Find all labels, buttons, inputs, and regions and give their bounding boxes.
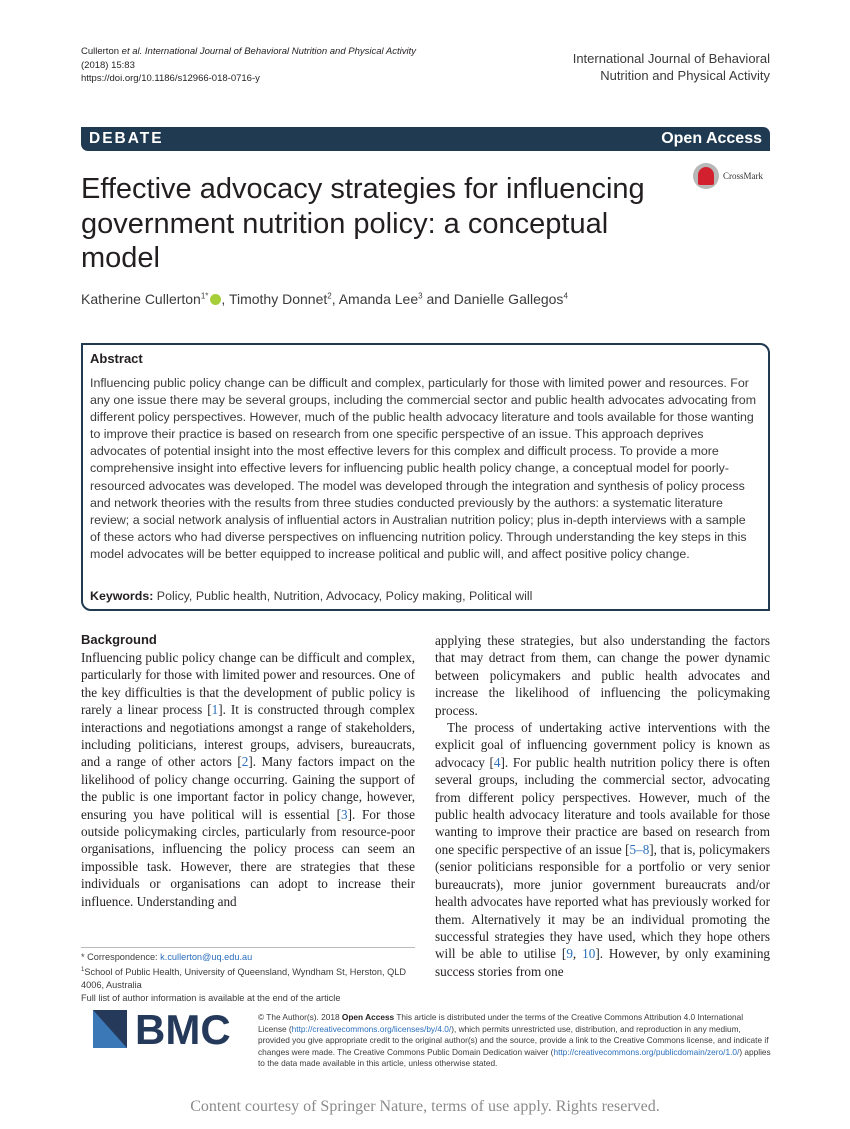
keywords-list: Policy, Public health, Nutrition, Advocacy, Policy making, Political will (153, 589, 533, 603)
license-link[interactable]: http://creativecommons.org/licenses/by/4.0/ (291, 1023, 452, 1034)
article-title: Effective advocacy strategies for influencing government nutrition policy: a conceptual model (81, 173, 645, 274)
reference-link[interactable]: 2 (241, 754, 249, 770)
crossmark-icon (693, 163, 719, 189)
courtesy-watermark: Content courtesy of Springer Nature, terms of use apply. Rights reserved. (190, 1098, 660, 1115)
body-text: ]. It is constructed through complex interactions and negotiations amongst a range of stakeholders, including politicians, interest groups, advisers, bureaucrats, and a range of other actors [ (81, 702, 416, 770)
reference-link[interactable]: 9 (566, 946, 573, 962)
body-paragraph (435, 719, 770, 980)
body-text: Influencing public policy change can be difficult and complex, particularly for those with limited power and resources. One of the key difficulties is that the development of public policy is rarely a linear process [ (81, 650, 415, 718)
body-column-right (435, 632, 770, 980)
bmc-logo (91, 1008, 241, 1052)
public-domain-link[interactable]: http://creativecommons.org/publicdomain/zero/1.0/ (553, 1046, 740, 1057)
journal-name-line1: International Journal of Behavioral (572, 51, 770, 66)
body-text: ]. For public health nutrition policy there is often several groups, including the commercial sector, advocating from different policy perspectives. However, much of the public health advocacy literature and tools available for those wanting to improve their practice are based on research from one specific perspective of an issue [ (435, 754, 770, 857)
author-2-sup: 2 (327, 291, 332, 301)
reference-link[interactable]: 3 (340, 806, 348, 822)
citation-doi[interactable]: https://doi.org/10.1186/s12966-018-0716-y (81, 73, 260, 84)
license-text: ), which permits unrestricted use, distribution, and reproduction in any medium, provided you give appropriate credit to the original author(s) and the source, provide a link to the Creative Commons license, and indicate if changes were made. The Creative Commons Public Domain Dedication waiver ( (258, 1023, 769, 1057)
author-3-sup: 3 (418, 291, 423, 301)
citation-year: (2018) 15:83 (81, 59, 135, 71)
license-text: ) applies to the data made available in this article, unless otherwise stated. (258, 1046, 771, 1068)
orcid-icon[interactable] (210, 294, 221, 305)
journal-name-line2: Nutrition and Physical Activity (600, 67, 770, 83)
keywords (90, 589, 758, 603)
correspondence-label: * Correspondence: (81, 952, 161, 962)
body-text: ]. Many factors impact on the likelihood of policy change occurring. Gaining the support of the public is one important factor in policy change, however, ensuring you have political will is essential [ (81, 754, 415, 822)
correspondence-email-link[interactable]: k.cullerton@uq.edu.au (160, 952, 253, 962)
reference-link[interactable]: 10 (582, 946, 596, 962)
body-paragraph: applying these strategies, but also understanding the factors that may detract from them, can change the power dynamic between policymakers and public health advocates and increase the likelihood of influencing the policymaking process. (435, 633, 770, 718)
author-1: Katherine Cullerton (81, 291, 201, 307)
author-list (81, 291, 568, 307)
body-text: , (572, 946, 583, 962)
body-column-left (81, 649, 415, 910)
author-3: , Amanda Lee (331, 291, 419, 307)
bmc-logo-icon (91, 1008, 241, 1052)
crossmark-label: CrossMark (723, 171, 763, 181)
open-access-label: Open Access (661, 130, 762, 147)
citation-journal: International Journal of Behavioral Nutrition and Physical Activity (142, 46, 416, 57)
bmc-logo-text: BMC (135, 1008, 231, 1052)
body-text: ]. For those outside policymaking circles, particularly from resource-poor organisations, influencing the policy process can seem an impossible task. However, there are strategies that these individuals or organisations can adopt to increase their influence. Understanding and (81, 806, 415, 909)
reference-link[interactable]: 4 (493, 754, 501, 770)
citation-authors: Cullerton (81, 46, 122, 57)
footnote-divider (81, 947, 415, 948)
full-author-info-note: Full list of author information is available at the end of the article (81, 993, 341, 1004)
abstract-heading: Abstract (90, 351, 143, 366)
author-2: , Timothy Donnet (221, 291, 328, 307)
footnotes (81, 951, 415, 1005)
crossmark-badge[interactable] (693, 163, 773, 191)
license-statement (258, 1012, 773, 1070)
citation-etal: et al. (121, 46, 143, 57)
citation-header (81, 45, 416, 86)
author-1-sup: 1* (200, 291, 209, 301)
section-heading-background: Background (81, 632, 157, 647)
license-prefix: © The Author(s). 2018 (258, 1012, 342, 1022)
body-text: ], that is, policymakers (senior politicians responsible for a portfolio or very senior bureaucrats), more junior government bureaucrats and/or health advocates have reported what has previously worked for them. Alternatively it may be an individual promoting the successful strategies they have used, which they hope others will be able to utilise [ (435, 841, 770, 962)
body-text: The process of undertaking active interventions with the explicit goal of influencing government policy is known as advocacy [ (435, 720, 770, 770)
author-4-sup: 4 (563, 291, 568, 301)
journal-name (540, 51, 770, 84)
affiliation-sup: 1 (81, 967, 85, 973)
article-type-label: DEBATE (89, 130, 164, 147)
reference-link[interactable]: 1 (211, 702, 219, 718)
reference-link[interactable]: 5–8 (629, 841, 650, 857)
affiliation-text: School of Public Health, University of Queensland, Wyndham St, Herston, QLD 4006, Australia (81, 967, 406, 991)
license-text: This article is distributed under the terms of the Creative Commons Attribution 4.0 International License ( (258, 1012, 744, 1034)
author-4: and Danielle Gallegos (422, 291, 564, 307)
abstract-body: Influencing public policy change can be difficult and complex, particularly for those with limited power and resources. For any one issue there may be several groups, including the commercial sector and public health advocates advocating from different policy perspectives. However, much of the public health advocacy literature and tools available for those wanting to improve their practice is based on research from one specific perspective of an issue. This approach deprives advocates of potential insight into the most effective levers for this complex and difficult process. To provide a more comprehensive insight into effective levers for influencing public health policy change, a conceptual model for poorly-resourced advocates was developed. The model was developed through the integration and synthesis of policy process and network theories with the results from three studies conducted previously by the authors: a systematic literature review; a social network analysis of influential actors in Australian nutrition policy; plus in-depth interviews with a sample of these actors who had diverse perspectives on influencing nutrition policy. Through understanding the key steps in this model advocates will be better equipped to increase political and public will, and affect positive policy change. (90, 376, 757, 561)
license-open-access: Open Access (341, 1012, 395, 1022)
keywords-label: Keywords: (90, 589, 154, 603)
article-type-bar (81, 127, 770, 151)
body-text: ]. However, by only examining success stories from one (435, 946, 771, 979)
